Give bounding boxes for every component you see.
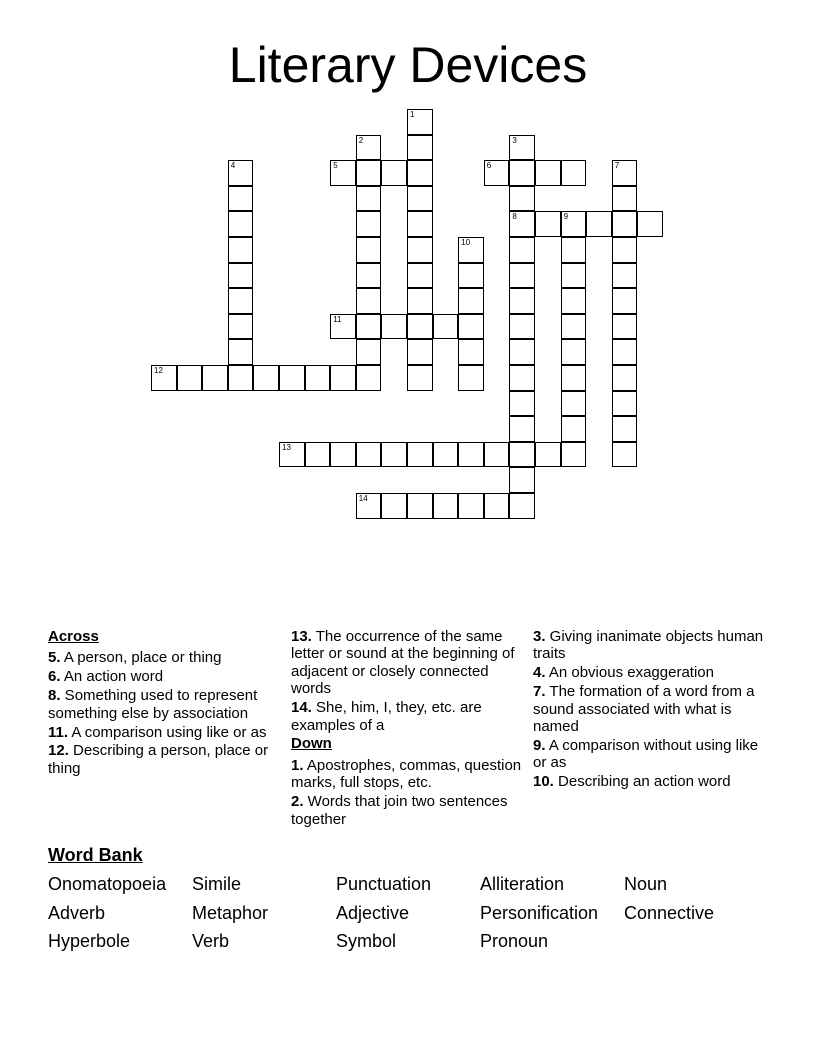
- crossword-cell[interactable]: [381, 442, 407, 468]
- crossword-cell[interactable]: [407, 263, 433, 289]
- cell-number: 10: [461, 238, 471, 247]
- crossword-cell[interactable]: [356, 442, 382, 468]
- crossword-cell[interactable]: [509, 211, 535, 237]
- clue-text: Something used to represent something else by association: [48, 687, 258, 722]
- crossword-cell[interactable]: [356, 314, 382, 340]
- crossword-cell[interactable]: [228, 263, 254, 289]
- clue-text: Describing an action word: [553, 773, 731, 791]
- clue-down-9: [533, 737, 765, 772]
- word-bank-item: Alliteration: [480, 874, 565, 894]
- crossword-cell[interactable]: [612, 314, 638, 340]
- cell-number: 14: [358, 494, 368, 503]
- clue-down-4: [533, 664, 765, 681]
- crossword-cell[interactable]: [509, 391, 535, 417]
- cell-number: 5: [333, 161, 338, 171]
- across-header: Across: [48, 628, 99, 645]
- crossword-cell[interactable]: [458, 288, 484, 314]
- cell-number: 3: [512, 135, 517, 145]
- crossword-cell[interactable]: [509, 186, 535, 212]
- crossword-cell[interactable]: [407, 493, 433, 519]
- crossword-cell[interactable]: [356, 237, 382, 263]
- crossword-cell[interactable]: [561, 365, 587, 391]
- clue-text: A comparison without using like or as: [533, 736, 759, 772]
- crossword-cell[interactable]: [561, 339, 587, 365]
- word-bank-item: Simile: [192, 874, 242, 894]
- crossword-cell[interactable]: [407, 109, 433, 135]
- crossword-cell[interactable]: [509, 365, 535, 391]
- crossword-cell[interactable]: [458, 442, 484, 468]
- clue-across-14: [291, 699, 523, 734]
- crossword-cell[interactable]: [433, 314, 459, 340]
- crossword-cell[interactable]: [509, 160, 535, 186]
- crossword-cell[interactable]: [407, 211, 433, 237]
- word-bank-item: Symbol: [336, 931, 397, 951]
- clue-text: An obvious exaggeration: [545, 664, 714, 682]
- word-bank-item: Personification: [480, 903, 599, 923]
- clue-across-12: [48, 742, 280, 777]
- crossword-cell[interactable]: [561, 160, 587, 186]
- crossword-cell[interactable]: [484, 493, 510, 519]
- crossword-cell[interactable]: [561, 442, 587, 468]
- clue-number: 10.: [533, 773, 554, 791]
- word-bank-item: Onomatopoeia: [48, 874, 167, 894]
- crossword-cell[interactable]: [407, 186, 433, 212]
- crossword-cell[interactable]: [561, 211, 587, 237]
- crossword-cell[interactable]: [509, 442, 535, 468]
- crossword-cell[interactable]: [228, 314, 254, 340]
- word-bank-item: Hyperbole: [48, 931, 131, 951]
- clue-down-3: [533, 628, 765, 663]
- crossword-cell[interactable]: [279, 442, 305, 468]
- crossword-cell[interactable]: [612, 339, 638, 365]
- crossword-cell[interactable]: [612, 391, 638, 417]
- crossword-cell[interactable]: [356, 493, 382, 519]
- crossword-cell[interactable]: [612, 416, 638, 442]
- crossword-cell[interactable]: [509, 263, 535, 289]
- word-bank-item: Pronoun: [480, 931, 549, 951]
- clue-number: 7.: [533, 683, 546, 701]
- clue-text: Giving inanimate objects human traits: [533, 628, 764, 663]
- crossword-cell[interactable]: [561, 288, 587, 314]
- word-bank-title: Word Bank: [48, 845, 143, 865]
- clue-number: 13.: [291, 628, 312, 645]
- crossword-cell[interactable]: [407, 237, 433, 263]
- cell-number: 7: [614, 161, 620, 171]
- crossword-cell[interactable]: [612, 237, 638, 263]
- word-bank-item: Metaphor: [192, 903, 269, 923]
- crossword-cell[interactable]: [228, 211, 254, 237]
- crossword-cell[interactable]: [356, 339, 382, 365]
- crossword-cell[interactable]: [535, 442, 561, 468]
- crossword-cell[interactable]: [356, 211, 382, 237]
- crossword-cell[interactable]: [612, 186, 638, 212]
- cell-number: 11: [333, 314, 342, 324]
- crossword-cell[interactable]: [407, 288, 433, 314]
- crossword-cell[interactable]: [561, 391, 587, 417]
- crossword-cell[interactable]: [381, 493, 407, 519]
- clue-number: 1.: [291, 756, 304, 774]
- clue-number: 3.: [533, 628, 546, 645]
- crossword-cell[interactable]: [177, 365, 203, 391]
- crossword-cell[interactable]: [407, 442, 433, 468]
- crossword-cell[interactable]: [407, 339, 433, 365]
- clue-across-11: [48, 724, 280, 741]
- crossword-cell[interactable]: [407, 314, 433, 340]
- clue-number: 11.: [48, 723, 69, 741]
- cell-number: 12: [154, 366, 163, 375]
- crossword-cell[interactable]: [458, 339, 484, 365]
- clue-across-13: [291, 628, 523, 698]
- crossword-cell[interactable]: [202, 365, 228, 391]
- word-bank-item: Verb: [192, 931, 230, 951]
- clue-across-8: [48, 687, 280, 722]
- crossword-cell[interactable]: [228, 365, 254, 391]
- crossword-cell[interactable]: [561, 263, 587, 289]
- cell-number: 4: [230, 161, 236, 171]
- crossword-cell[interactable]: [433, 442, 459, 468]
- crossword-cell[interactable]: [458, 365, 484, 391]
- crossword-cell[interactable]: [484, 442, 510, 468]
- crossword-cell[interactable]: [612, 365, 638, 391]
- crossword-cell[interactable]: [509, 288, 535, 314]
- clue-text: Words that join two sentences together: [291, 793, 508, 828]
- clue-number: 6.: [48, 668, 61, 686]
- crossword-cell[interactable]: [484, 160, 510, 186]
- crossword-cell[interactable]: [330, 365, 356, 391]
- crossword-cell[interactable]: [561, 237, 587, 263]
- crossword-cell[interactable]: [637, 211, 663, 237]
- clue-down-7: [533, 683, 765, 735]
- crossword-cell[interactable]: [356, 160, 382, 186]
- clue-text: A person, place or thing: [60, 649, 222, 667]
- down-header: Down: [291, 735, 332, 753]
- clue-text: Apostrophes, commas, question marks, full stops, etc.: [291, 756, 522, 792]
- crossword-cell[interactable]: [509, 467, 535, 493]
- clue-text: An action word: [60, 668, 164, 686]
- crossword-cell[interactable]: [330, 442, 356, 468]
- crossword-cell[interactable]: [330, 314, 356, 340]
- crossword-cell[interactable]: [407, 135, 433, 161]
- clue-number: 9.: [533, 736, 546, 754]
- crossword-cell[interactable]: [433, 493, 459, 519]
- crossword-cell[interactable]: [586, 211, 612, 237]
- crossword-cell[interactable]: [356, 186, 382, 212]
- cell-number: 13: [282, 442, 291, 452]
- word-bank-item: Noun: [624, 874, 668, 894]
- clue-text: Describing a person, place or thing: [48, 742, 269, 777]
- crossword-cell[interactable]: [228, 186, 254, 212]
- crossword-cell[interactable]: [228, 160, 254, 186]
- clue-number: 4.: [533, 664, 546, 682]
- clue-down-2: [291, 793, 523, 828]
- crossword-cell[interactable]: [356, 263, 382, 289]
- crossword-cell[interactable]: [612, 442, 638, 468]
- clue-text: A comparison using like or as: [68, 723, 267, 741]
- crossword-cell[interactable]: [509, 314, 535, 340]
- crossword-cell[interactable]: [458, 314, 484, 340]
- clue-number: 12.: [48, 742, 69, 760]
- crossword-cell[interactable]: [407, 365, 433, 391]
- crossword-cell[interactable]: [381, 314, 407, 340]
- clue-across-5: [48, 649, 280, 666]
- clue-number: 2.: [291, 793, 304, 811]
- clue-text: She, him, I, they, etc. are examples of a: [291, 699, 482, 734]
- crossword-cell[interactable]: [253, 365, 279, 391]
- crossword-cell[interactable]: [305, 442, 331, 468]
- cell-number: 6: [486, 161, 492, 171]
- crossword-cell[interactable]: [356, 288, 382, 314]
- clue-text: The occurrence of the same letter or sound at the beginning of adjacent or closely connected words: [291, 628, 515, 698]
- crossword-cell[interactable]: [305, 365, 331, 391]
- crossword-cell[interactable]: [561, 314, 587, 340]
- word-bank-item: Punctuation: [336, 874, 432, 894]
- crossword-cell[interactable]: [458, 493, 484, 519]
- crossword-cell[interactable]: [356, 365, 382, 391]
- crossword-cell[interactable]: [535, 160, 561, 186]
- clue-number: 14.: [291, 699, 312, 717]
- crossword-cell[interactable]: [458, 263, 484, 289]
- word-bank-item: Adjective: [336, 903, 410, 923]
- clue-across-6: [48, 668, 280, 685]
- crossword-cell[interactable]: [356, 135, 382, 161]
- cell-number: 8: [512, 212, 517, 222]
- cell-number: 2: [358, 135, 364, 145]
- clues-column-2: [291, 628, 523, 829]
- crossword-cell[interactable]: [612, 288, 638, 314]
- crossword-cell[interactable]: [458, 237, 484, 263]
- crossword-cell[interactable]: [509, 135, 535, 161]
- clue-number: 5.: [48, 649, 61, 667]
- crossword-cell[interactable]: [509, 237, 535, 263]
- crossword-cell[interactable]: [509, 416, 535, 442]
- crossword-cell[interactable]: [509, 339, 535, 365]
- crossword-cell[interactable]: [279, 365, 305, 391]
- clues-column-1: [48, 628, 280, 779]
- cell-number: 9: [563, 212, 569, 222]
- crossword-cell[interactable]: [561, 416, 587, 442]
- cell-number: 1: [410, 110, 415, 119]
- crossword-cell[interactable]: [407, 160, 433, 186]
- clue-down-10: [533, 773, 765, 790]
- clue-text: The formation of a word from a sound associated with what is named: [533, 683, 755, 736]
- crossword-cell[interactable]: [509, 493, 535, 519]
- clues-column-3: [533, 628, 765, 792]
- word-bank-item: Connective: [624, 903, 715, 923]
- page-title: Literary Devices: [228, 37, 588, 93]
- crossword-cell[interactable]: [535, 211, 561, 237]
- crossword-cell[interactable]: [612, 211, 638, 237]
- clue-down-1: [291, 757, 523, 792]
- word-bank-item: Adverb: [48, 903, 106, 923]
- crossword-cell[interactable]: [612, 263, 638, 289]
- crossword-cell[interactable]: [151, 365, 177, 391]
- crossword-cell[interactable]: [228, 288, 254, 314]
- crossword-cell[interactable]: [381, 160, 407, 186]
- crossword-cell[interactable]: [228, 339, 254, 365]
- crossword-cell[interactable]: [612, 160, 638, 186]
- crossword-cell[interactable]: [330, 160, 356, 186]
- crossword-cell[interactable]: [228, 237, 254, 263]
- clue-number: 8.: [48, 687, 61, 705]
